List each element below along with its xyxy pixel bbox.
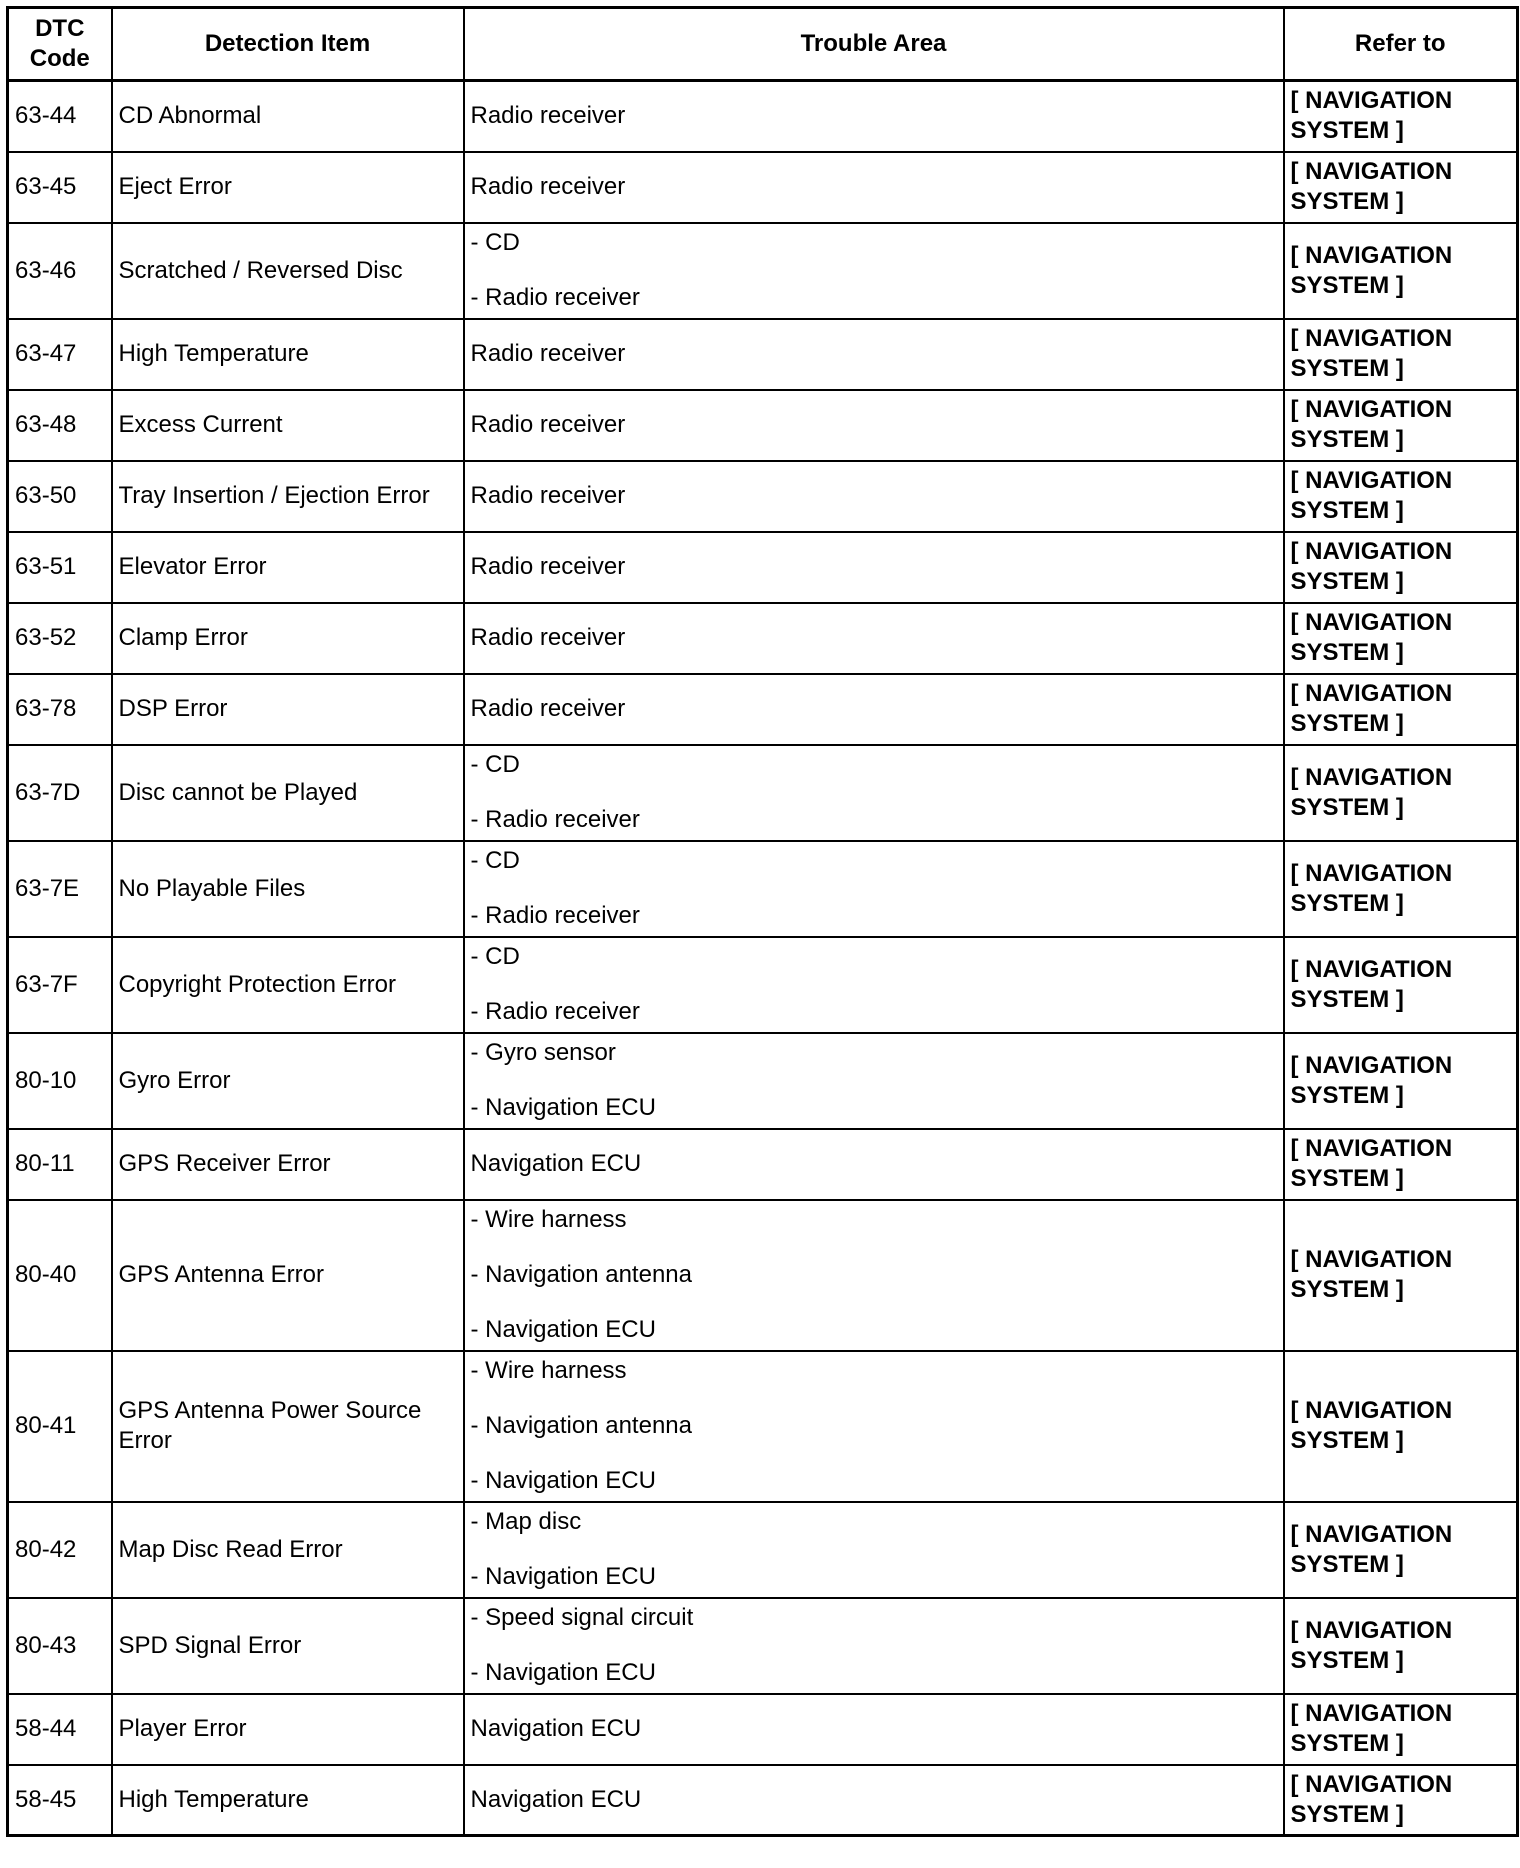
trouble-area-cell [464,1694,1284,1765]
detection-item-cell: GPS Receiver Error [112,1129,464,1200]
trouble-area-cell [464,1129,1284,1200]
trouble-area-line: - Navigation ECU [470,1316,656,1343]
table-row [8,152,1518,223]
refer-to-cell: [ NAVIGATION SYSTEM ] [1284,1502,1518,1598]
dtc-code-cell: 80-40 [8,1200,112,1351]
table-row [8,841,1518,937]
dtc-code-cell: 63-51 [8,532,112,603]
trouble-area-line: - Radio receiver [470,902,640,929]
dtc-code-cell: 80-10 [8,1033,112,1129]
trouble-area-cell [464,603,1284,674]
table-row [8,1502,1518,1598]
detection-item-cell: Excess Current [112,390,464,461]
trouble-area-line: - Navigation ECU [470,1467,656,1494]
header-trouble-area: Trouble Area [464,8,1284,81]
detection-item-cell: Player Error [112,1694,464,1765]
table-row [8,1129,1518,1200]
detection-item-cell: Map Disc Read Error [112,1502,464,1598]
dtc-code-cell: 80-41 [8,1351,112,1502]
table-row [8,461,1518,532]
header-detection-item: Detection Item [112,8,464,81]
table-row [8,81,1518,152]
table-row [8,745,1518,841]
table-row [8,1598,1518,1694]
trouble-area-cell [464,319,1284,390]
table-row [8,1694,1518,1765]
dtc-code-cell: 63-52 [8,603,112,674]
refer-to-cell: [ NAVIGATION SYSTEM ] [1284,461,1518,532]
dtc-code-cell: 58-45 [8,1765,112,1836]
trouble-area-line: Radio receiver [470,553,626,580]
detection-item-cell: SPD Signal Error [112,1598,464,1694]
dtc-code-cell: 63-50 [8,461,112,532]
detection-item-cell: DSP Error [112,674,464,745]
dtc-code-cell: 63-47 [8,319,112,390]
table-row [8,937,1518,1033]
trouble-area-cell [464,1351,1284,1502]
table-row [8,390,1518,461]
trouble-area-cell [464,1033,1284,1129]
dtc-code-cell: 80-43 [8,1598,112,1694]
table-row [8,223,1518,319]
trouble-area-line: Radio receiver [470,173,626,200]
detection-item-cell: High Temperature [112,319,464,390]
trouble-area-line: - Wire harness [470,1357,627,1384]
trouble-area-cell [464,81,1284,152]
refer-to-cell: [ NAVIGATION SYSTEM ] [1284,223,1518,319]
detection-item-cell: Copyright Protection Error [112,937,464,1033]
trouble-area-line: - Radio receiver [470,998,640,1025]
trouble-area-line: Radio receiver [470,340,626,367]
trouble-area-line: - Wire harness [470,1206,627,1233]
trouble-area-line: Radio receiver [470,695,626,722]
refer-to-cell: [ NAVIGATION SYSTEM ] [1284,1129,1518,1200]
trouble-area-line: - Navigation ECU [470,1659,656,1686]
trouble-area-line: - Navigation ECU [470,1094,656,1121]
table-row [8,1351,1518,1502]
detection-item-cell: Elevator Error [112,532,464,603]
trouble-area-cell [464,390,1284,461]
dtc-table [6,6,1519,1837]
trouble-area-cell [464,1200,1284,1351]
table-row [8,1765,1518,1836]
header-row [8,8,1518,81]
trouble-area-cell [464,674,1284,745]
refer-to-cell: [ NAVIGATION SYSTEM ] [1284,390,1518,461]
trouble-area-cell [464,223,1284,319]
trouble-area-cell [464,152,1284,223]
table-body [8,81,1518,1836]
trouble-area-line: Radio receiver [470,102,626,130]
trouble-area-line: - Navigation antenna [470,1412,692,1439]
dtc-code-cell: 63-7D [8,745,112,841]
detection-item-cell: High Temperature [112,1765,464,1836]
table-row [8,1033,1518,1129]
refer-to-cell: [ NAVIGATION SYSTEM ] [1284,1765,1518,1836]
dtc-code-cell: 63-45 [8,152,112,223]
trouble-area-line: - Radio receiver [470,284,640,311]
dtc-code-cell: 63-44 [8,81,112,152]
detection-item-cell: CD Abnormal [112,81,464,152]
trouble-area-cell [464,1765,1284,1836]
trouble-area-line: Radio receiver [470,411,626,438]
dtc-code-cell: 63-48 [8,390,112,461]
refer-to-cell: [ NAVIGATION SYSTEM ] [1284,152,1518,223]
dtc-code-cell: 63-46 [8,223,112,319]
header-refer-to: Refer to [1284,8,1518,81]
trouble-area-cell [464,1598,1284,1694]
trouble-area-line: Navigation ECU [470,1715,642,1742]
table-row [8,1200,1518,1351]
trouble-area-line: Radio receiver [470,482,626,509]
refer-to-cell: [ NAVIGATION SYSTEM ] [1284,81,1518,152]
trouble-area-line: - Speed signal circuit [470,1604,694,1631]
detection-item-cell: Disc cannot be Played [112,745,464,841]
detection-item-cell: Eject Error [112,152,464,223]
trouble-area-cell [464,461,1284,532]
trouble-area-line: - Map disc [470,1508,582,1535]
table-row [8,319,1518,390]
detection-item-cell: Scratched / Reversed Disc [112,223,464,319]
refer-to-cell: [ NAVIGATION SYSTEM ] [1284,1694,1518,1765]
table-header [8,8,1518,81]
detection-item-cell: No Playable Files [112,841,464,937]
trouble-area-line: - CD [470,229,520,256]
refer-to-cell: [ NAVIGATION SYSTEM ] [1284,319,1518,390]
detection-item-cell: Gyro Error [112,1033,464,1129]
trouble-area-cell [464,1502,1284,1598]
trouble-area-line: Radio receiver [470,624,626,651]
detection-item-cell: Tray Insertion / Ejection Error [112,461,464,532]
trouble-area-line: - CD [470,943,520,970]
trouble-area-line: - Navigation antenna [470,1261,692,1288]
dtc-code-cell: 63-7E [8,841,112,937]
trouble-area-line: - Radio receiver [470,806,640,833]
refer-to-cell: [ NAVIGATION SYSTEM ] [1284,1351,1518,1502]
refer-to-cell: [ NAVIGATION SYSTEM ] [1284,674,1518,745]
trouble-area-line: Navigation ECU [470,1150,642,1177]
refer-to-cell: [ NAVIGATION SYSTEM ] [1284,1598,1518,1694]
detection-item-cell: GPS Antenna Error [112,1200,464,1351]
table-row [8,532,1518,603]
header-dtc-code: DTC Code [8,8,112,81]
refer-to-cell: [ NAVIGATION SYSTEM ] [1284,1033,1518,1129]
refer-to-cell: [ NAVIGATION SYSTEM ] [1284,1200,1518,1351]
detection-item-cell: GPS Antenna Power Source Error [112,1351,464,1502]
trouble-area-cell [464,532,1284,603]
dtc-code-cell: 80-42 [8,1502,112,1598]
refer-to-cell: [ NAVIGATION SYSTEM ] [1284,603,1518,674]
refer-to-cell: [ NAVIGATION SYSTEM ] [1284,841,1518,937]
trouble-area-line: Navigation ECU [470,1785,642,1813]
trouble-area-line: - Navigation ECU [470,1563,656,1590]
detection-item-cell: Clamp Error [112,603,464,674]
trouble-area-cell [464,745,1284,841]
dtc-code-cell: 58-44 [8,1694,112,1765]
trouble-area-line: - Gyro sensor [470,1039,616,1066]
table-row [8,603,1518,674]
dtc-code-cell: 80-11 [8,1129,112,1200]
dtc-code-cell: 63-7F [8,937,112,1033]
refer-to-cell: [ NAVIGATION SYSTEM ] [1284,532,1518,603]
refer-to-cell: [ NAVIGATION SYSTEM ] [1284,745,1518,841]
trouble-area-line: - CD [470,751,520,778]
dtc-code-cell: 63-78 [8,674,112,745]
trouble-area-cell [464,937,1284,1033]
table-row [8,674,1518,745]
trouble-area-cell [464,841,1284,937]
refer-to-cell: [ NAVIGATION SYSTEM ] [1284,937,1518,1033]
trouble-area-line: - CD [470,847,520,874]
